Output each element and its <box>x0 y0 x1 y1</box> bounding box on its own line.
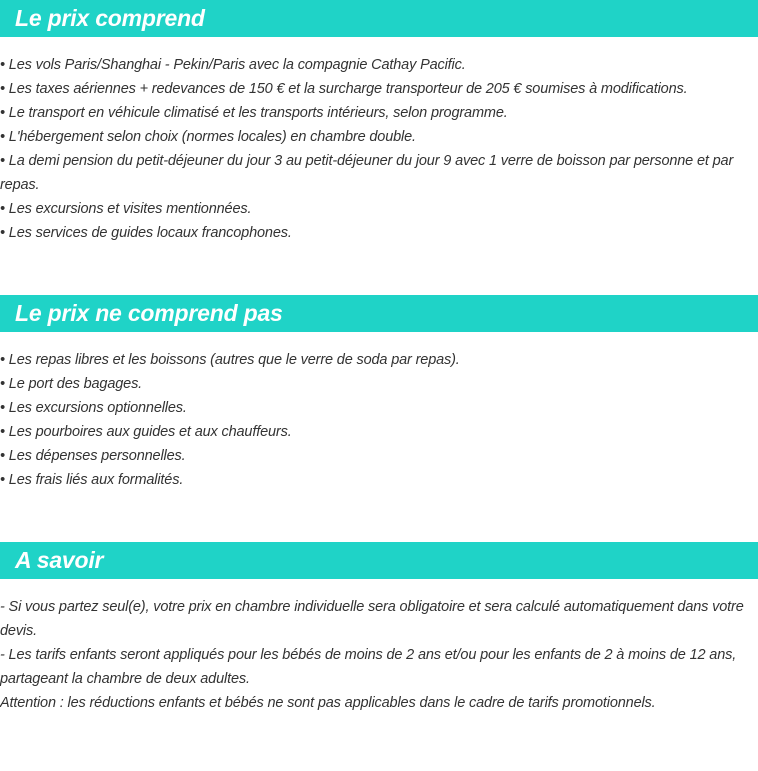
list-item: • L'hébergement selon choix (normes locales) en chambre double. <box>0 129 416 145</box>
list-item: • Le transport en véhicule climatisé et les transports intérieurs, selon programme. <box>0 105 508 121</box>
section-good-to-know <box>0 542 758 715</box>
list-item: • Les dépenses personnelles. <box>0 448 186 464</box>
section-header <box>0 0 758 37</box>
section-title: A savoir <box>15 547 104 573</box>
list-item: • Les excursions et visites mentionnées. <box>0 201 252 217</box>
section-body <box>0 579 758 715</box>
list-item: - Si vous partez seul(e), votre prix en chambre individuelle sera obligatoire et sera calculé automatiquement dans votre devis. <box>0 599 744 639</box>
list-item: • Les excursions optionnelles. <box>0 400 187 416</box>
section-header <box>0 295 758 332</box>
list-item: • Le port des bagages. <box>0 376 143 392</box>
list-item: • Les vols Paris/Shanghai - Pekin/Paris avec la compagnie Cathay Pacific. <box>0 57 466 73</box>
section-body <box>0 332 758 492</box>
section-title: Le prix ne comprend pas <box>15 300 283 326</box>
section-body <box>0 37 758 245</box>
list-item: • Les taxes aériennes + redevances de 150 € et la surcharge transporteur de 205 € soumises à modifications. <box>0 81 688 97</box>
section-price-excludes <box>0 295 758 492</box>
list-item: • Les repas libres et les boissons (autres que le verre de soda par repas). <box>0 352 460 368</box>
list-item: • Les pourboires aux guides et aux chauffeurs. <box>0 424 292 440</box>
section-header <box>0 542 758 579</box>
list-item: - Les tarifs enfants seront appliqués pour les bébés de moins de 2 ans et/ou pour les enfants de 2 à moins de 12 ans, partageant la chambre de deux adultes. <box>0 647 737 687</box>
list-item: • La demi pension du petit-déjeuner du jour 3 au petit-déjeuner du jour 9 avec 1 verre de boisson par personne et par repas. <box>0 153 734 193</box>
section-price-includes <box>0 0 758 245</box>
section-title: Le prix comprend <box>15 5 205 31</box>
list-item: Attention : les réductions enfants et bébés ne sont pas applicables dans le cadre de tarifs promotionnels. <box>0 695 656 711</box>
list-item: • Les frais liés aux formalités. <box>0 472 184 488</box>
list-item: • Les services de guides locaux francophones. <box>0 225 292 241</box>
